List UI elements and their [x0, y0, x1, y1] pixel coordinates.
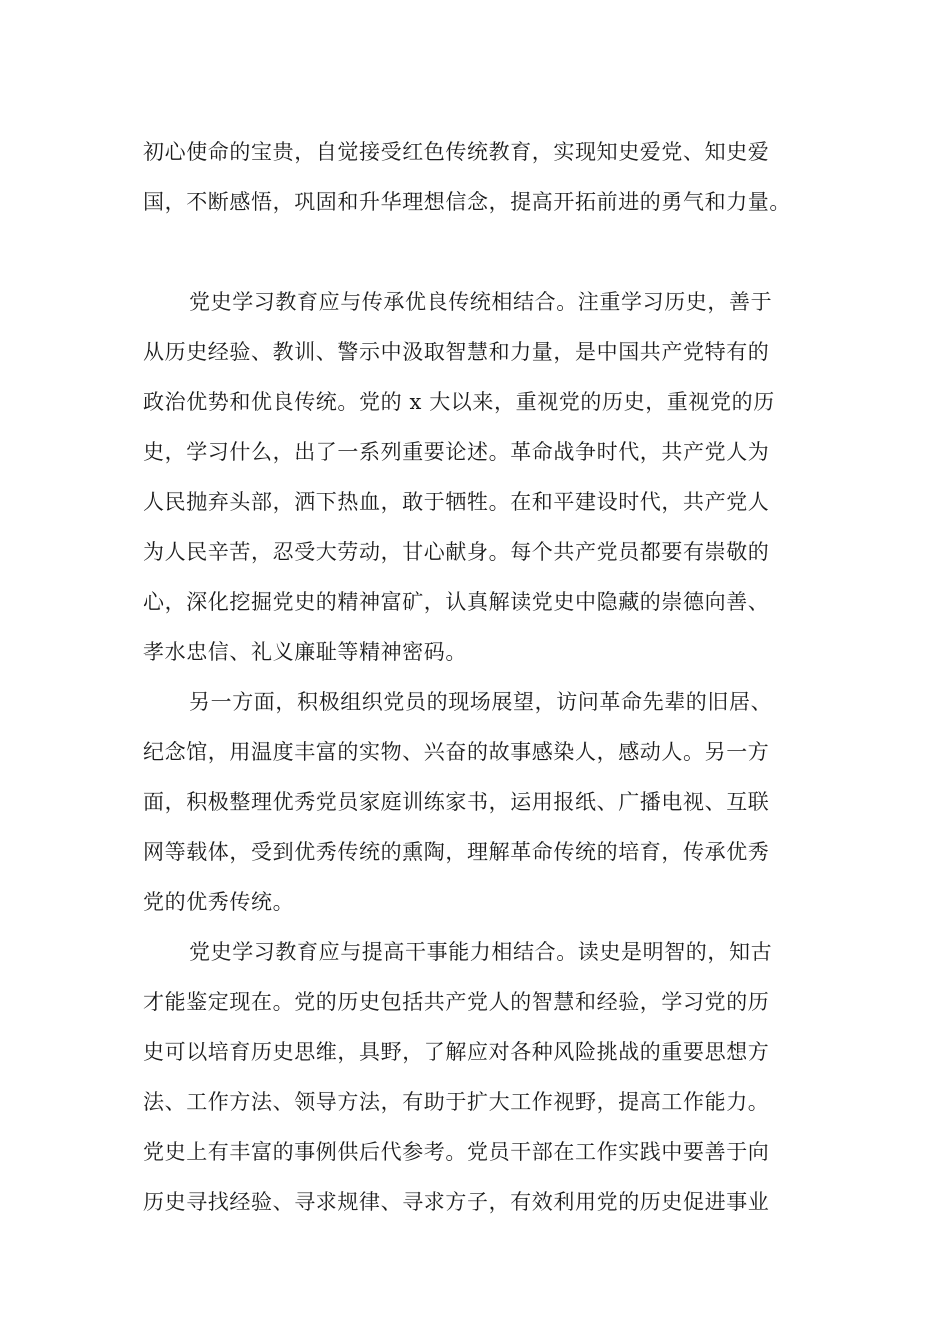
paragraph-2-line-1: 党史学习教育应与传承优良传统相结合。注重学习历史，善于 [189, 290, 773, 314]
paragraph-3-line-2: 纪念馆，用温度丰富的实物、兴奋的故事感染人，感动人。另一方 [143, 740, 770, 764]
paragraph-2-line-6: 为人民辛苦，忍受大劳动，甘心献身。每个共产党员都要有崇敬的 [143, 540, 770, 564]
paragraph-1-line-2: 国，不断感悟，巩固和升华理想信念，提高开拓前进的勇气和力量。 [143, 190, 791, 214]
paragraph-4-line-3: 史可以培育历史思维，具野，了解应对各种风险挑战的重要思想方 [143, 1040, 770, 1064]
paragraph-2-line-2: 从历史经验、教训、警示中汲取智慧和力量，是中国共产党特有的 [143, 340, 770, 364]
paragraph-2-line-7: 心，深化挖掘党史的精神富矿，认真解读党史中隐藏的崇德向善、 [143, 590, 770, 614]
paragraph-2-line-3: 政治优势和优良传统。党的 x 大以来，重视党的历史，重视党的历 [143, 390, 775, 414]
paragraph-1-line-1: 初心使命的宝贵，自觉接受红色传统教育，实现知史爱党、知史爱 [143, 140, 770, 164]
paragraph-4-line-6: 历史寻找经验、寻求规律、寻求方子，有效利用党的历史促进事业 [143, 1190, 770, 1214]
paragraph-3-line-5: 党的优秀传统。 [143, 890, 295, 914]
paragraph-3-line-3: 面，积极整理优秀党员家庭训练家书，运用报纸、广播电视、互联 [143, 790, 770, 814]
paragraph-4-line-2: 才能鉴定现在。党的历史包括共产党人的智慧和经验，学习党的历 [143, 990, 770, 1014]
paragraph-3-line-4: 网等载体，受到优秀传统的熏陶，理解革命传统的培育，传承优秀 [143, 840, 770, 864]
paragraph-2-line-5: 人民抛弃头部，洒下热血，敢于牺牲。在和平建设时代，共产党人 [143, 490, 770, 514]
paragraph-2-line-8: 孝水忠信、礼义廉耻等精神密码。 [143, 640, 467, 664]
paragraph-4-line-1: 党史学习教育应与提高干事能力相结合。读史是明智的，知古 [189, 940, 773, 964]
paragraph-3-line-1: 另一方面，积极组织党员的现场展望，访问革命先辈的旧居、 [189, 690, 773, 714]
paragraph-2-line-4: 史，学习什么，出了一系列重要论述。革命战争时代，共产党人为 [143, 440, 770, 464]
paragraph-4-line-4: 法、工作方法、领导方法，有助于扩大工作视野，提高工作能力。 [143, 1090, 770, 1114]
paragraph-4-line-5: 党史上有丰富的事例供后代参考。党员干部在工作实践中要善于向 [143, 1140, 770, 1164]
